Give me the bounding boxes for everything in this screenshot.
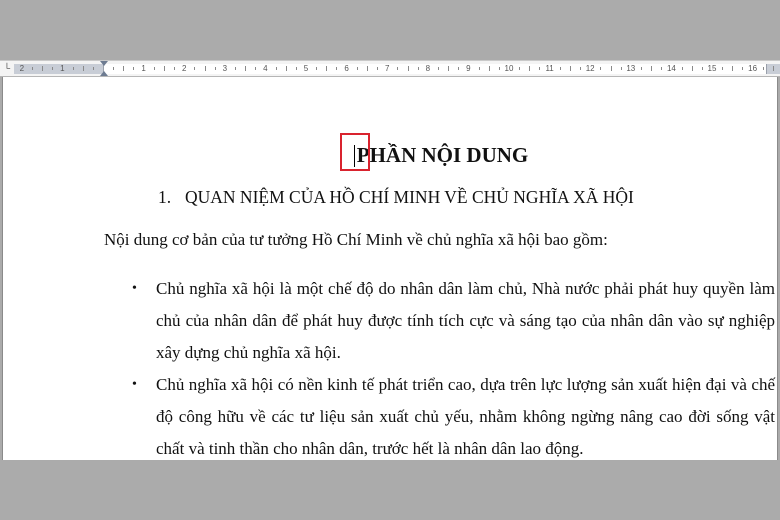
ruler-number: 9 — [466, 64, 471, 73]
ruler-tick — [133, 67, 134, 70]
ruler-tick — [661, 67, 662, 70]
ruler-tick — [93, 67, 94, 70]
ruler-tick — [255, 67, 256, 70]
ruler-tick — [682, 67, 683, 70]
ruler-tick — [245, 66, 246, 71]
list-item-text: Chủ nghĩa xã hội có nền kinh tế phát triển cao, dựa trên lực lượng sản xuất hiện đại và chế độ công hữu về các tư liệu sản xuất chủ yếu, nhằm không ngừng nâng cao đời sống vật chất và tinh thần cho nhân dân, trước hết là nhân dân lao động. — [156, 375, 775, 458]
ruler-tick — [215, 67, 216, 70]
ruler-tick — [408, 66, 409, 71]
list-item-text: Chủ nghĩa xã hội là một chế độ do nhân dân làm chủ, Nhà nước phải phát huy quyền làm chủ của nhân dân để phát huy được tính tích cực và sáng tạo của nhân dân vào sự nghiệp xây dựng chủ nghĩa xã hội. — [156, 279, 775, 362]
ruler-tick — [621, 67, 622, 70]
ruler-tick — [763, 67, 764, 70]
ruler-tick — [499, 67, 500, 70]
ruler-tick — [529, 66, 530, 71]
ruler-tick — [296, 67, 297, 70]
ruler-tick — [489, 66, 490, 71]
ruler-tick — [773, 66, 774, 71]
ruler-tick — [276, 67, 277, 70]
ruler-tick — [732, 66, 733, 71]
subheading-text: QUAN NIỆM CỦA HỒ CHÍ MINH VỀ CHỦ NGHĨA XÃ HỘI — [185, 187, 634, 207]
hanging-indent-marker[interactable] — [100, 71, 108, 76]
ruler-tick — [326, 66, 327, 71]
ruler-number: 10 — [504, 64, 514, 73]
ruler-number: 4 — [263, 64, 268, 73]
ruler-tick — [722, 67, 723, 70]
intro-paragraph: Nội dung cơ bản của tư tưởng Hồ Chí Minh về chủ nghĩa xã hội bao gồm: — [104, 230, 608, 249]
ruler-number: 2 — [181, 64, 187, 73]
ruler-number: 2 — [19, 64, 25, 73]
ruler-number: 15 — [707, 64, 717, 73]
numbered-subheading — [158, 187, 634, 208]
ruler-tick — [367, 66, 368, 71]
ruler-tick — [560, 67, 561, 70]
ruler-tick — [52, 67, 53, 70]
ruler-tick — [164, 66, 165, 71]
ruler-tick — [377, 67, 378, 70]
ruler-tick — [113, 67, 114, 70]
ruler-number: 1 — [141, 64, 146, 73]
heading-text: PHẦN NỘI DUNG — [356, 143, 529, 167]
ruler-tick — [32, 67, 33, 70]
first-line-indent-marker[interactable] — [100, 61, 108, 66]
bullet-list — [132, 273, 775, 460]
ruler-tick — [357, 67, 358, 70]
ruler-tick — [174, 67, 175, 70]
ruler-tick — [479, 67, 480, 70]
ruler-left-margin — [14, 64, 103, 74]
ruler-tick — [438, 67, 439, 70]
tab-selector-icon[interactable]: └ — [3, 63, 11, 73]
ruler-tick — [194, 67, 195, 70]
ruler-tick — [519, 67, 520, 70]
ruler-tick — [235, 67, 236, 70]
ruler-number: 14 — [666, 64, 676, 73]
ruler-tick — [336, 67, 337, 70]
ruler-number: 13 — [626, 64, 636, 73]
ruler-number: 8 — [425, 64, 431, 73]
ruler-tick — [580, 67, 581, 70]
ruler-tick — [205, 66, 206, 71]
horizontal-ruler[interactable] — [0, 60, 780, 77]
ruler-tick — [692, 66, 693, 71]
ruler-tick — [123, 66, 124, 71]
ruler-number: 3 — [222, 64, 228, 73]
ruler-number: 5 — [303, 64, 309, 73]
bullet-icon: • — [132, 281, 137, 296]
ruler-number: 6 — [344, 64, 349, 73]
ruler-tick — [651, 66, 652, 71]
ruler-tick — [83, 66, 84, 71]
bullet-icon: • — [132, 377, 137, 392]
list-item — [132, 369, 775, 460]
section-heading — [3, 143, 777, 168]
ruler-tick — [702, 67, 703, 70]
ruler-number: 1 — [60, 64, 65, 73]
ruler-tick — [418, 67, 419, 70]
ruler-tick — [42, 66, 43, 71]
ruler-tick — [611, 66, 612, 71]
ruler-tick — [641, 67, 642, 70]
ruler-tick — [397, 67, 398, 70]
ruler-tick — [570, 66, 571, 71]
ruler-number: 16 — [748, 64, 758, 73]
ruler-tick — [742, 67, 743, 70]
ruler-tick — [316, 67, 317, 70]
ruler-number: 7 — [384, 64, 390, 73]
subheading-number: 1. — [158, 187, 172, 207]
list-item — [132, 273, 775, 369]
ruler-tick — [154, 67, 155, 70]
ruler-tick — [73, 67, 74, 70]
ruler-tick — [458, 67, 459, 70]
cursor-highlight-box — [340, 133, 370, 171]
ruler-number: 12 — [585, 64, 595, 73]
ruler-tick — [539, 67, 540, 70]
ruler-tick — [448, 66, 449, 71]
text-caret — [354, 145, 355, 167]
ruler-number: 11 — [545, 64, 554, 73]
ruler-tick — [286, 66, 287, 71]
document-page[interactable] — [2, 77, 778, 460]
ruler-tick — [600, 67, 601, 70]
